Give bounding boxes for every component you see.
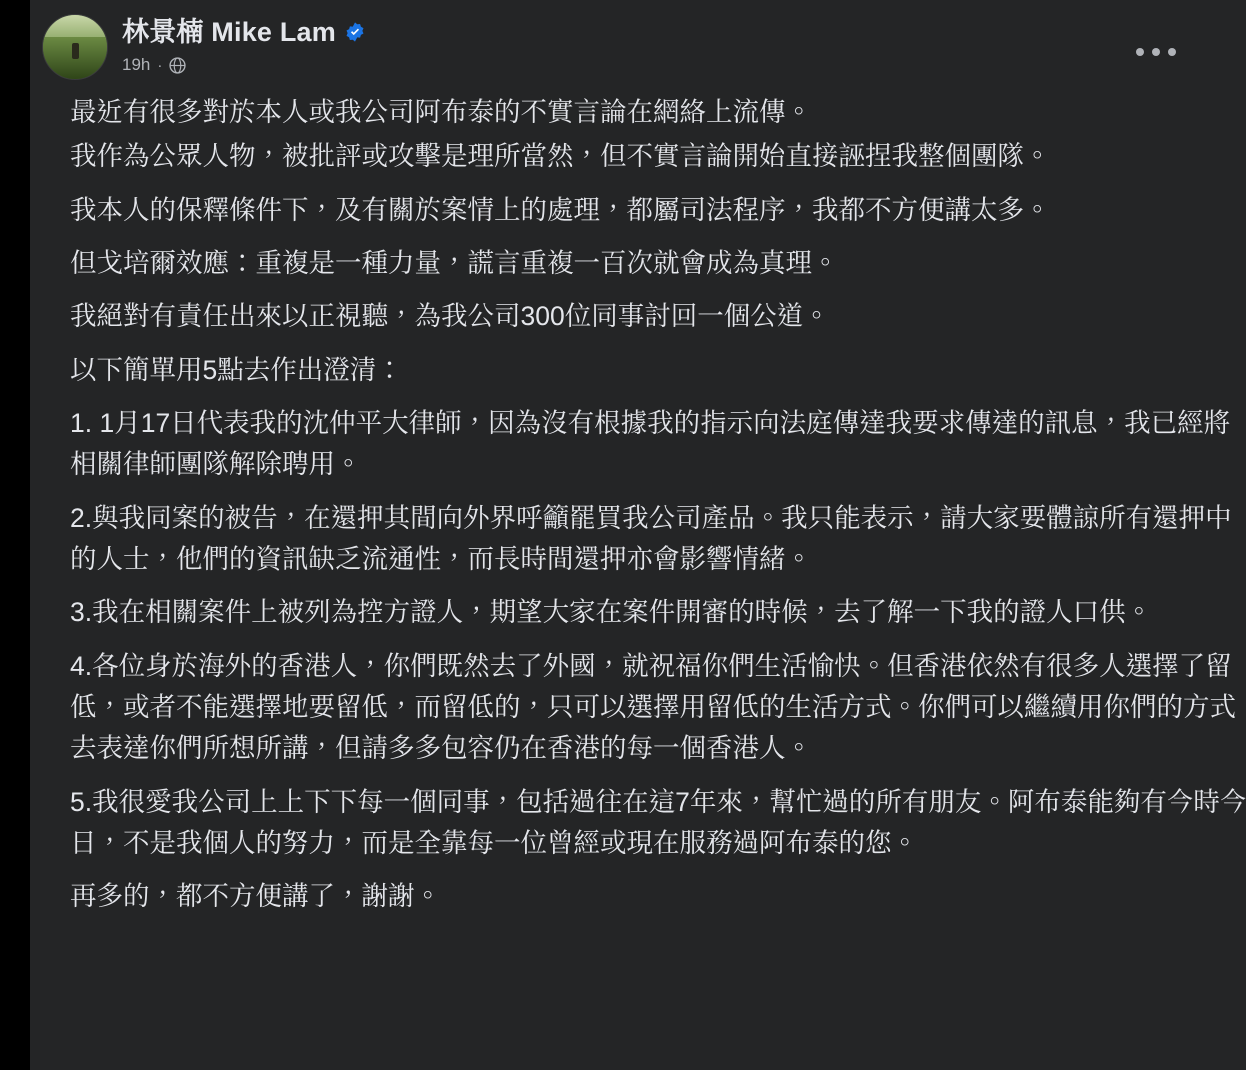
page-left-margin [0, 0, 30, 1070]
avatar-sky [43, 15, 107, 39]
ellipsis-dot [1152, 48, 1160, 56]
post-paragraph: 但戈培爾效應：重複是一種力量，謊言重複一百次就會成為真理。 [70, 247, 839, 278]
ellipsis-dot [1168, 48, 1176, 56]
post-paragraph: 再多的，都不方便講了，謝謝。 [70, 881, 441, 912]
post-paragraph: 4.各位身於海外的香港人，你們既然去了外國，就祝福你們生活愉快。但香港依然有很多人選擇了留低，或者不能選擇地要留低，而留低的，只可以選擇用留低的生活方式。你們可以繼續用你們的方式去表達你們所想所講，但請多多包容仍在香港的每一個香港人。 [70, 650, 1236, 764]
author-name-row [122, 16, 366, 48]
avatar[interactable] [42, 14, 108, 80]
author-block [122, 14, 366, 75]
globe-icon[interactable] [169, 57, 186, 74]
ellipsis-dot [1136, 48, 1144, 56]
post-meta-row [122, 55, 366, 75]
post-header [30, 0, 1246, 84]
post-paragraph: 1. 1月17日代表我的沈仲平大律師，因為沒有根據我的指示向法庭傳達我要求傳達的訊息，我已經將相關律師團隊解除聘用。 [70, 407, 1231, 480]
post-timestamp[interactable]: 19h [122, 55, 151, 75]
verified-badge-icon [344, 21, 366, 43]
post-paragraph: 5.我很愛我公司上上下下每一個同事，包括過往在這7年來，幫忙過的所有朋友。阿布泰能夠有今時今日，不是我個人的努力，而是全靠每一位曾經或現在服務過阿布泰的您。 [70, 786, 1246, 858]
meta-separator: · [157, 56, 163, 74]
post-paragraph: 以下簡單用5點去作出澄清： [70, 354, 403, 385]
author-name[interactable]: 林景楠 Mike Lam [122, 17, 336, 47]
post-paragraph: 最近有很多對於本人或我公司阿布泰的不實言論在網絡上流傳。 [70, 97, 812, 127]
post-paragraph: 2.與我同案的被告，在還押其間向外界呼籲罷買我公司產品。我只能表示，請大家要體諒所有還押中的人士，他們的資訊缺乏流通性，而長時間還押亦會影響情緒。 [70, 502, 1232, 574]
post-body [30, 84, 1246, 918]
post-paragraph: 我作為公眾人物，被批評或攻擊是理所當然，但不實言論開始直接誣捏我整個團隊。 [70, 141, 1051, 172]
avatar-figure [72, 43, 79, 59]
post-paragraph: 3.我在相關案件上被列為控方證人，期望大家在案件開審的時候，去了解一下我的證人口供。 [70, 597, 1153, 628]
post-paragraph: 我本人的保釋條件下，及有關於案情上的處理，都屬司法程序，我都不方便講太多。 [70, 194, 1051, 225]
facebook-post-card [30, 0, 1246, 1070]
post-paragraph: 我絕對有責任出來以正視聽，為我公司300位同事討回一個公道。 [70, 301, 830, 332]
ellipsis-icon[interactable] [1136, 40, 1176, 64]
